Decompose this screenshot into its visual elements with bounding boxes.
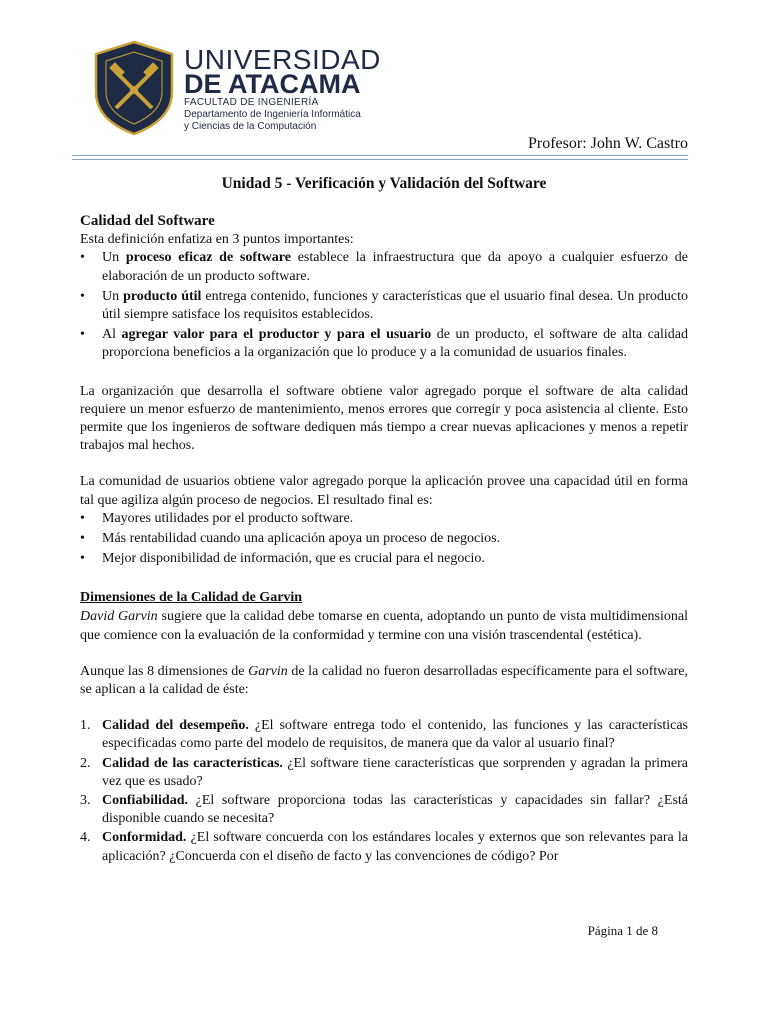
list-item: 2. Calidad de las características. ¿El software tiene características que sorprenden y agradan la primera vez que es usado? — [80, 755, 688, 789]
document-title: Unidad 5 - Verificación y Validación del Software — [221, 175, 547, 192]
department-line2: y Ciencias de la Computación — [184, 121, 317, 132]
university-name-line1: UNIVERSIDAD — [184, 44, 381, 75]
professor-name: Profesor: John W. Castro — [528, 135, 688, 152]
list-item: 3. Confiabilidad. ¿El software proporciona todas las características y capacidades sin fallar? ¿Está disponible cuando se necesita? — [80, 793, 688, 827]
document-body — [80, 175, 688, 867]
section-heading-garvin: Dimensiones de la Calidad de Garvin — [80, 590, 303, 606]
faculty-name: FACULTAD DE INGENIERÍA — [184, 97, 319, 108]
list-item: • Más rentabilidad cuando una aplicación apoya un proceso de negocios. — [80, 530, 688, 548]
paragraph-organization: La organización que desarrolla el software obtiene valor agregado porque el software de alta calidad requiere un menor esfuerzo de mantenimiento, menos errores que corregir y poca asistencia al cliente. Esto permite que los ingenieros de software dediquen más tiempo a crear nuevas aplicaciones y menos a repetir trabajos mal hechos. — [80, 383, 688, 454]
university-name-line2: DE ATACAMA — [184, 69, 361, 99]
page-number: Página 1 de 8 — [587, 923, 658, 938]
list-item: • Un proceso eficaz de software establece la infraestructura que da apoyo a cualquier esfuerzo de elaboración de un producto software. — [80, 249, 688, 285]
department-name — [184, 109, 361, 133]
header-divider — [72, 155, 688, 160]
list-item: • Al agregar valor para el productor y para el usuario de un producto, el software de alta calidad proporciona beneficios a la organización que lo produce y a la comunidad de usuarios finales. — [80, 326, 688, 362]
dimensions-list — [80, 717, 688, 866]
paragraph-users: La comunidad de usuarios obtiene valor agregado porque la aplicación provee una capacidad útil en forma tal que agiliza algún proceso de negocios. El resultado final es: — [80, 474, 688, 508]
paragraph-garvin: David Garvin sugiere que la calidad debe tomarse en cuenta, adoptando un punto de vista multidimensional que comience con la evaluación de la conformidad y termine con una visión trascendental (estética). — [80, 609, 688, 643]
department-line1: Departamento de Ingeniería Informática — [184, 109, 361, 120]
results-list — [80, 510, 688, 569]
list-item: 1. Calidad del desempeño. ¿El software entrega todo el contenido, las funciones y las características especificadas como parte del modelo de requisitos, de manera que da valor al usuario final? — [80, 718, 688, 752]
list-item: 4. Conformidad. ¿El software concuerda con los estándares locales y externos que son relevantes para la aplicación? ¿Concuerda con el diseño de facto y las convenciones de código? Por — [80, 830, 688, 864]
section-heading-quality: Calidad del Software — [80, 213, 215, 230]
university-seal-logo — [92, 40, 176, 136]
list-item: • Un producto útil entrega contenido, funciones y características que el usuario final desea. Un producto útil siempre satisface los requisitos establecidos. — [80, 288, 688, 324]
list-item: • Mejor disponibilidad de información, que es crucial para el negocio. — [80, 550, 688, 568]
list-item: • Mayores utilidades por el producto software. — [80, 510, 688, 528]
quality-points-list — [80, 249, 688, 362]
paragraph-dimensions: Aunque las 8 dimensiones de Garvin de la calidad no fueron desarrolladas específicamente para el software, se aplican a la calidad de éste: — [80, 663, 688, 698]
section-intro: Esta definición enfatiza en 3 puntos importantes: — [80, 232, 354, 248]
